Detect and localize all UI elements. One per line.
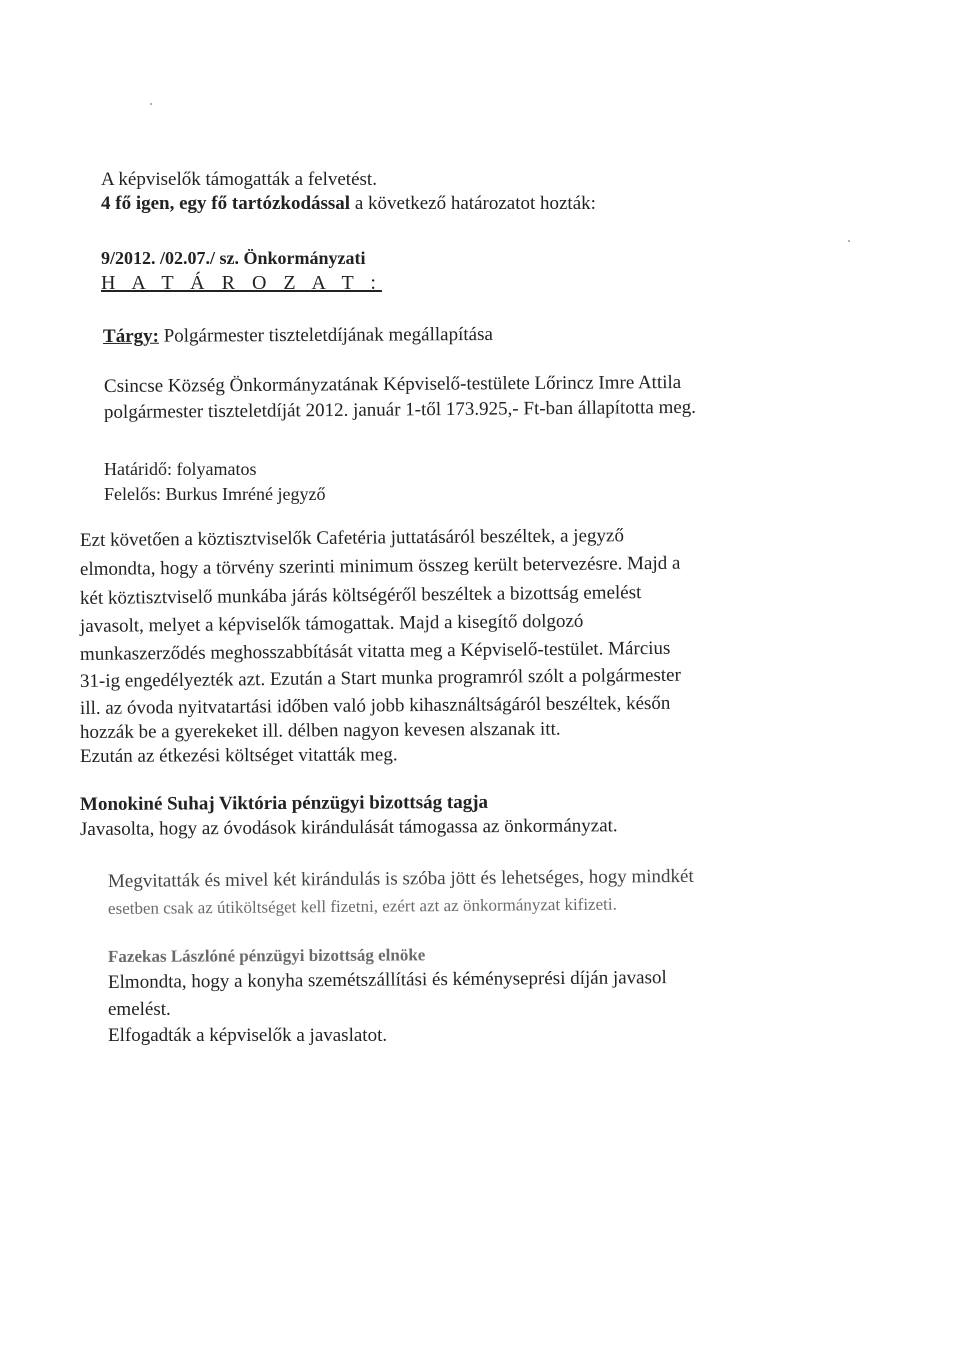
discussion-line: javasolt, melyet a képviselők támogattak. Majd a kisegítő dolgozó xyxy=(79,610,584,637)
speaker-statement: emelést. xyxy=(108,999,171,1020)
vote-rest: a következő határozatot hozták: xyxy=(350,193,596,214)
discussion-line: elmondta, hogy a törvény szerinti minimum összeg került betervezésre. Majd a xyxy=(79,552,681,580)
speaker-statement: Elmondta, hogy a konyha szemétszállítási és kéményseprési díján javasol xyxy=(107,967,667,993)
scan-speck xyxy=(848,240,850,242)
speaker-statement: Javasolta, hogy az óvodások kirándulását támogassa az önkormányzat. xyxy=(79,815,618,840)
resolution-number-line xyxy=(101,246,366,270)
debate-line: Megvitatták és mivel két kirándulás is szóba jött és lehetséges, hogy mindkét xyxy=(107,865,694,892)
discussion-line: Ezután az étkezési költséget vitatták meg. xyxy=(79,744,398,767)
subject-line xyxy=(103,323,493,349)
speaker-statement: Elfogadták a képviselők a javaslatot. xyxy=(108,1025,388,1046)
resolution-number: 9/2012. /02.07./ sz. xyxy=(101,248,239,268)
debate-line: esetben csak az útiköltséget kell fizetni, ezért azt az önkormányzat kifizeti. xyxy=(107,894,617,918)
vote-count: 4 fő igen, egy fő tartózkodással xyxy=(101,193,351,214)
discussion-line: két köztisztviselő munkába járás költségéről beszéltek a bizottság emelést xyxy=(79,582,642,609)
scan-speck xyxy=(150,103,152,105)
speaker-name: Monokiné Suhaj Viktória pénzügyi bizottság tagja xyxy=(79,791,489,815)
discussion-line: Ezt követően a köztisztviselők Cafetéria juttatásáról beszéltek, a jegyző xyxy=(79,525,624,551)
resolution-heading: H A T Á R O Z A T : xyxy=(101,272,382,294)
discussion-line: ill. az óvoda nyitvatartási időben való jobb kihasználtságáról beszéltek, későn xyxy=(79,692,671,719)
subject-text: Polgármester tiszteletdíjának megállapítása xyxy=(158,323,493,347)
speaker-name: Fazekas Lászlóné pénzügyi bizottság elnöke xyxy=(107,945,426,966)
resolution-text-line: Csincse Község Önkormányzatának Képviselő-testülete Lőrincz Imre Attila xyxy=(103,371,682,397)
discussion-line: munkaszerződés meghosszabbítását vitatta meg a Képviselő-testület. Március xyxy=(79,637,671,665)
discussion-line: 31-ig engedélyezték azt. Ezután a Start munka programról szólt a polgármester xyxy=(79,664,681,692)
resolution-body: Önkormányzati xyxy=(239,248,366,268)
resolution-text-line: polgármester tiszteletdíját 2012. január 1-től 173.925,- Ft-ban állapította meg. xyxy=(103,396,697,423)
subject-label: Tárgy: xyxy=(102,325,159,347)
discussion-line: hozzák be a gyerekeket ill. délben nagyon kevesen alszanak itt. xyxy=(79,718,561,743)
vote-result-line xyxy=(101,192,596,216)
responsible-line: Felelős: Burkus Imréné jegyző xyxy=(104,484,326,504)
deadline-line: Határidő: folyamatos xyxy=(104,459,257,479)
intro-line: A képviselők támogatták a felvetést. xyxy=(101,169,377,190)
